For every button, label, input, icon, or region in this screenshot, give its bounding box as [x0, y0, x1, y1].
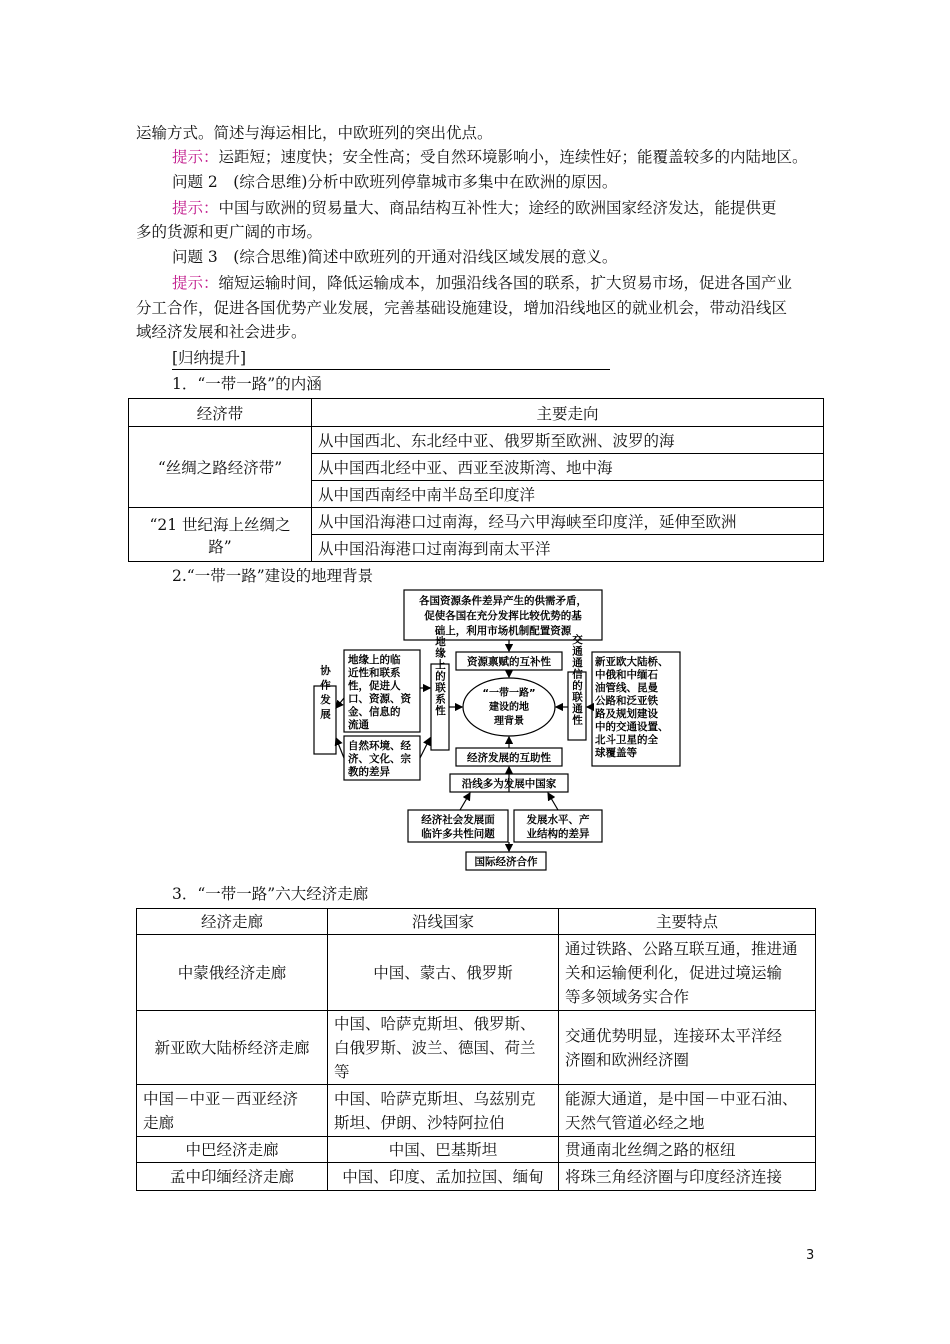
heading-2: 2.“一带一路”建设的地理背景 — [172, 567, 374, 585]
belt-road-table — [128, 398, 824, 562]
hint-paragraph-3 — [172, 271, 816, 295]
hint-text: 中国与欧洲的贸易量大、商品结构互补性大；途经的欧洲国家经济发达，能提供更 — [218, 199, 777, 217]
section-title: [归纳提升] — [172, 349, 247, 367]
left-bottom-line: 自然环境、经 — [348, 740, 411, 752]
table-header: 经济走廊 — [137, 909, 328, 935]
right-line: 北斗卫星的全 — [595, 734, 658, 746]
corridor-name: 中巴经济走廊 — [137, 1137, 328, 1163]
table-header: 经济带 — [129, 399, 312, 427]
common-line: 临许多共性问题 — [421, 828, 495, 840]
right-line: 球覆盖等 — [595, 747, 637, 759]
hint-paragraph-2 — [172, 196, 816, 220]
corridor-features: 通过铁路、公路互联互通，推进通 关和运输便利化，促进过境运输 等多领域务实合作 — [559, 935, 816, 1011]
left-top-line: 近性和联系 — [348, 667, 401, 679]
belt-name: “丝绸之路经济带” — [129, 427, 312, 508]
route-cell: 从中国沿海港口过南海，经马六甲海峡至印度洋，延伸至欧洲 — [312, 508, 824, 535]
hint-paragraph-2-cont: 多的货源和更广阔的市场。 — [136, 223, 323, 241]
left-bottom-line: 教的差异 — [348, 766, 390, 778]
table-header: 主要走向 — [312, 399, 824, 427]
paragraph-intro: 运输方式。简述与海运相比，中欧班列的突出优点。 — [136, 124, 493, 142]
question-2: 问题 2 (综合思维)分析中欧班列停靠城市多集中在欧洲的原因。 — [172, 173, 618, 191]
corridor-name: 中国－中亚－西亚经济 走廊 — [137, 1085, 328, 1137]
road-name: “21 世纪海上丝绸之 路” — [129, 508, 312, 562]
left-top-line: 流通 — [348, 719, 369, 731]
left-top-line: 口、资源、资 — [348, 693, 411, 705]
corridor-name: 孟中印缅经济走廊 — [137, 1163, 328, 1191]
right-line: 公路和泛亚铁 — [595, 695, 658, 707]
hint-text: 缩短运输时间，降低运输成本，加强沿线各国的联系，扩大贸易市场，促进各国产业 — [218, 274, 793, 292]
left-top-line: 地缘上的临 — [348, 654, 401, 666]
diff-line: 发展水平、产 — [526, 814, 590, 826]
question-3: 问题 3 (综合思维)简述中欧班列的开通对沿线区域发展的意义。 — [172, 248, 618, 266]
corridor-countries: 中国、印度、孟加拉国、缅甸 — [328, 1163, 559, 1191]
right-line: 油管线、昆曼 — [595, 682, 658, 694]
right-line: 中的交通设置、 — [595, 721, 669, 733]
corridor-features: 将珠三角经济圈与印度经济连接 — [559, 1163, 816, 1191]
corridor-countries: 中国、哈萨克斯坦、乌兹别克 斯坦、伊朗、沙特阿拉伯 — [328, 1085, 559, 1137]
intl-label: 国际经济合作 — [474, 856, 538, 868]
left-top-line: 金、信息的 — [348, 706, 401, 718]
corridor-features: 能源大通道，是中国－中亚石油、 天然气管道必经之地 — [559, 1085, 816, 1137]
diff-line: 业结构的差异 — [526, 828, 590, 840]
hint-paragraph-3-cont2: 域经济发展和社会进步。 — [136, 323, 307, 341]
corridor-countries: 中国、哈萨克斯坦、俄罗斯、 白俄罗斯、波兰、德国、荷兰 等 — [328, 1011, 559, 1085]
left-bottom-line: 济、文化、宗 — [348, 753, 411, 765]
econ-label: 经济发展的互助性 — [467, 752, 551, 764]
center-line: “一带一路” — [482, 688, 536, 699]
top-line: 础上，利用市场机制配置资源 — [434, 625, 572, 637]
geo-link-label: 地缘上的联系性 — [434, 635, 446, 717]
corridor-name: 中蒙俄经济走廊 — [137, 935, 328, 1011]
transport-label: 交通通信的联通性 — [571, 634, 583, 726]
right-line: 路及规划建设 — [595, 708, 658, 720]
left-top-line: 性，促进人 — [348, 680, 401, 692]
hint-text: 运距短；速度快；安全性高；受自然环境影响小，连续性好；能覆盖较多的内陆地区。 — [218, 148, 808, 166]
corridor-name: 新亚欧大陆桥经济走廊 — [137, 1011, 328, 1085]
common-line: 经济社会发展面 — [421, 814, 495, 826]
corridor-countries: 中国、巴基斯坦 — [328, 1137, 559, 1163]
corridor-features: 交通优势明显，连接环太平洋经 济圈和欧洲经济圈 — [559, 1011, 816, 1085]
table-header: 主要特点 — [559, 909, 816, 935]
hint-paragraph-3-cont1: 分工合作，促进各国优势产业发展，完善基础设施建设，增加沿线地区的就业机会，带动沿线区 — [136, 299, 788, 317]
hint-paragraph-1 — [172, 145, 816, 169]
hint-label: 提示： — [172, 274, 219, 292]
right-line: 新亚欧大陆桥、 — [595, 656, 669, 668]
corridor-table — [136, 908, 816, 1191]
center-line: 建设的地 — [489, 702, 529, 713]
heading-1: 1．“一带一路”的内涵 — [172, 375, 322, 393]
table-header: 沿线国家 — [328, 909, 559, 935]
route-cell: 从中国西南经中南半岛至印度洋 — [312, 481, 824, 508]
geographic-background-diagram — [310, 588, 682, 874]
coop-label: 协作发展 — [319, 665, 331, 723]
resource-label: 资源禀赋的互补性 — [467, 656, 551, 668]
top-line: 各国资源条件差异产生的供需矛盾， — [419, 595, 587, 607]
route-cell: 从中国西北、东北经中亚、俄罗斯至欧洲、波罗的海 — [312, 427, 824, 454]
center-line: 理背景 — [494, 716, 524, 727]
top-line: 促使各国在充分发挥比较优势的基 — [424, 610, 582, 622]
route-cell: 从中国沿海港口过南海到南太平洋 — [312, 535, 824, 562]
developing-label: 沿线多为发展中国家 — [461, 778, 557, 790]
route-cell: 从中国西北经中亚、西亚至波斯湾、地中海 — [312, 454, 824, 481]
hint-label: 提示： — [172, 199, 219, 217]
right-line: 中俄和中缅石 — [595, 669, 658, 681]
corridor-countries: 中国、蒙古、俄罗斯 — [328, 935, 559, 1011]
section-rule — [172, 369, 610, 370]
corridor-features: 贯通南北丝绸之路的枢纽 — [559, 1137, 816, 1163]
hint-label: 提示： — [172, 148, 219, 166]
page-number: 3 — [806, 1248, 815, 1263]
heading-3: 3．“一带一路”六大经济走廊 — [172, 885, 369, 903]
